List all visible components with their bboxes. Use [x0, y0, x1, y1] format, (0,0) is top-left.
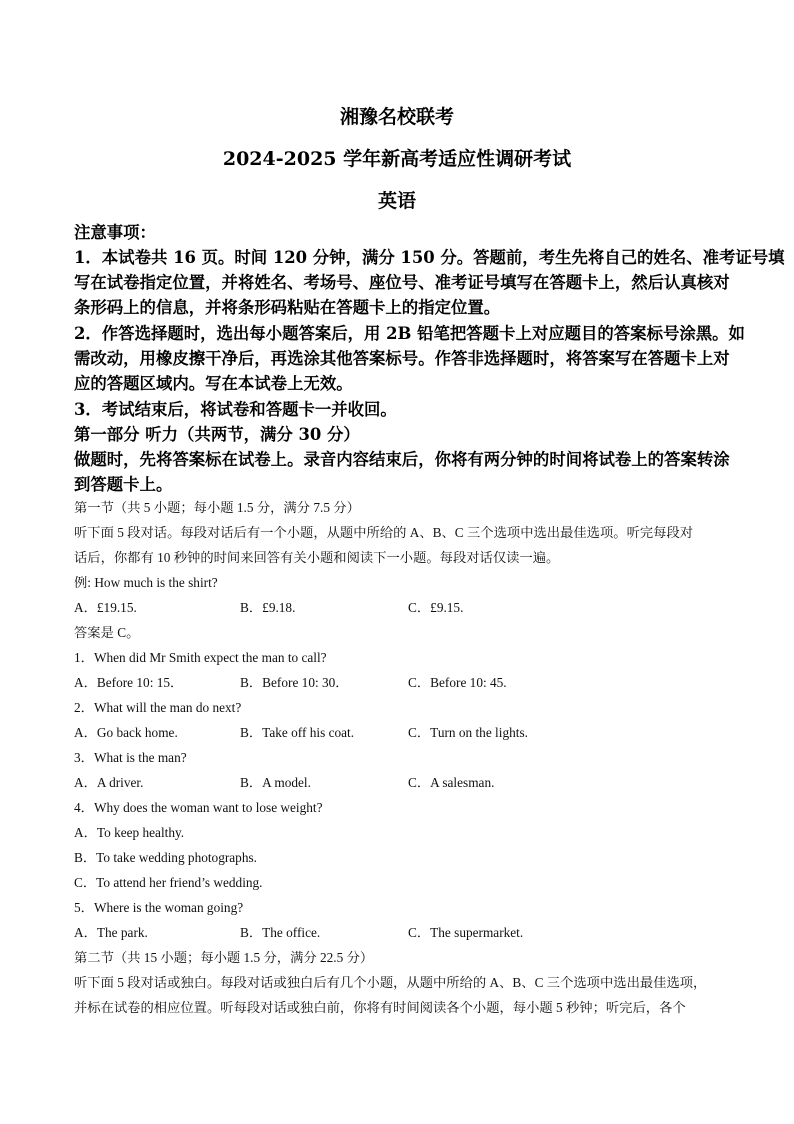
question-4-option-c: C．To attend her friend’s wedding.: [74, 875, 263, 890]
example-answer: 答案是 C。: [74, 625, 140, 640]
section2-heading: 第二节（共 15 小题；每小题 1.5 分，满分 22.5 分）: [74, 950, 374, 965]
question-2: 2．What will the man do next?: [74, 700, 242, 715]
question-1-option-a: A．Before 10: 15．: [74, 675, 184, 690]
notice-item-2-line-1: 2．作答选择题时，选出每小题答案后，用 2B 铅笔把答题卡上对应题目的答案标号涂黑。如: [74, 324, 745, 343]
notice-item-1-line-2: 写在试卷指定位置，并将姓名、考场号、座位号、准考证号填写在答题卡上，然后认真核对: [74, 273, 730, 292]
question-4-option-b: B．To take wedding photographs.: [74, 850, 257, 865]
question-2-option-a: A．Go back home.: [74, 725, 178, 740]
exam-year-title: 2024-2025 学年新高考适应性调研考试: [222, 148, 572, 170]
notice-item-3: 3．考试结束后，将试卷和答题卡一并收回。: [74, 400, 397, 419]
question-3-option-c: C．A salesman.: [408, 775, 495, 790]
question-1-option-c: C．Before 10: 45.: [408, 675, 507, 690]
example-option-b: B．£9.18.: [240, 600, 296, 615]
question-5-option-a: A．The park.: [74, 925, 148, 940]
question-3-option-a: A．A driver.: [74, 775, 144, 790]
question-2-option-b: B．Take off his coat.: [240, 725, 355, 740]
question-2-option-c: C．Turn on the lights.: [408, 725, 528, 740]
notice-item-2-line-2: 需改动，用橡皮擦干净后，再选涂其他答案标号。作答非选择题时，将答案写在答题卡上对: [74, 349, 730, 368]
section1-desc-line-1: 听下面 5 段对话。每段对话后有一个小题，从题中所给的 A、B、C 三个选项中选出最佳选项。听完每段对: [74, 525, 694, 540]
notice-item-1-line-1: 1．本试卷共 16 页。时间 120 分钟，满分 150 分。答题前，考生先将自己的姓名、准考证号填: [74, 248, 785, 267]
section2-desc-line-2: 并标在试卷的相应位置。听每段对话或独白前，你将有时间阅读各个小题，每小题 5 秒钟；听完后，各个: [74, 1000, 686, 1015]
example-option-a: A．£19.15.: [74, 600, 137, 615]
question-5-option-c: C．The supermarket.: [408, 925, 524, 940]
question-5: 5．Where is the woman going?: [74, 900, 244, 915]
question-4: 4．Why does the woman want to lose weight?: [74, 800, 323, 815]
question-3-option-b: B．A model.: [240, 775, 311, 790]
section2-desc-line-1: 听下面 5 段对话或独白。每段对话或独白后有几个小题，从题中所给的 A、B、C 三个选项中选出最佳选项，: [74, 975, 707, 990]
notice-heading: 注意事项：: [74, 223, 156, 242]
question-4-option-a: A．To keep healthy.: [74, 825, 185, 840]
section1-desc-line-2: 话后，你都有 10 秒钟的时间来回答有关小题和阅读下一小题。每段对话仅读一遍。: [74, 550, 560, 565]
question-3: 3．What is the man?: [74, 750, 187, 765]
notice-item-2-line-3: 应的答题区域内。写在本试卷上无效。: [74, 374, 353, 393]
part1-intro-line-1: 做题时，先将答案标在试卷上。录音内容结束后，你将有两分钟的时间将试卷上的答案转涂: [74, 450, 730, 469]
question-5-option-b: B．The office.: [240, 925, 321, 940]
example-question: 例: How much is the shirt?: [74, 575, 218, 590]
part1-heading: 第一部分 听力（共两节，满分 30 分）: [74, 425, 360, 444]
question-1-option-b: B．Before 10: 30．: [240, 675, 349, 690]
example-option-c: C．£9.15.: [408, 600, 464, 615]
section1-heading: 第一节（共 5 小题；每小题 1.5 分，满分 7.5 分）: [74, 500, 360, 515]
subject-title: 英语: [377, 190, 416, 212]
notice-item-1-line-3: 条形码上的信息，并将条形码粘贴在答题卡上的指定位置。: [74, 298, 501, 317]
exam-union-title: 湘豫名校联考: [339, 106, 454, 128]
question-1: 1．When did Mr Smith expect the man to call?: [74, 650, 327, 665]
part1-intro-line-2: 到答题卡上。: [74, 475, 173, 494]
